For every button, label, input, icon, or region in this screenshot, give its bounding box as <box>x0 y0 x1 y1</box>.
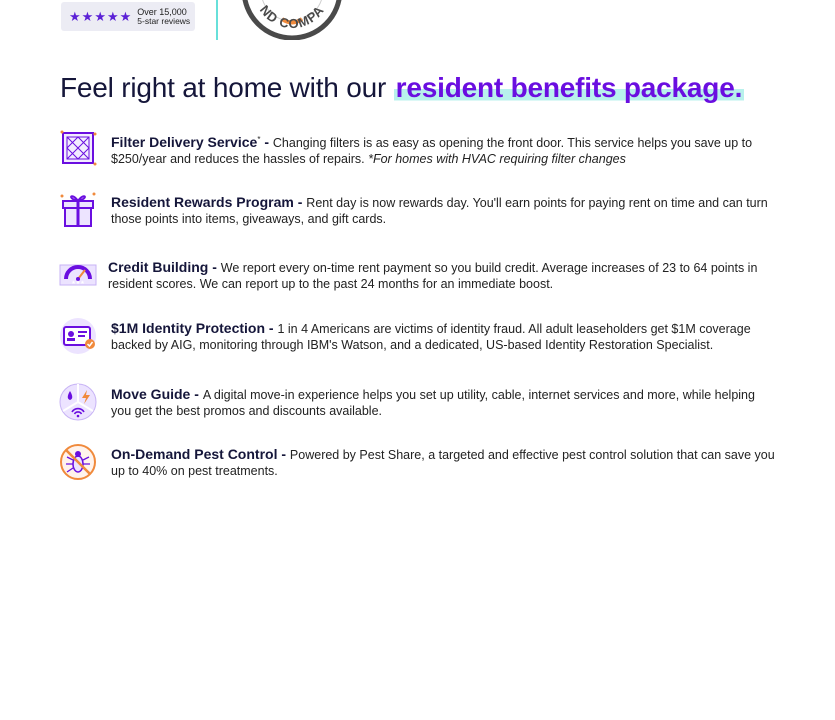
page-title <box>60 70 744 106</box>
benefit-text <box>111 132 777 167</box>
benefit-pest-control <box>58 446 778 486</box>
benefit-title: Resident Rewards Program <box>111 194 294 210</box>
benefit-description: We report every on-time rent payment so you build credit. Average increases of 23 to 64 points in resident scores. We can report up to the past 24 months for an immediate boost. <box>108 261 758 291</box>
benefit-dash: - <box>277 446 290 462</box>
benefit-move-guide <box>58 386 778 426</box>
benefit-footnote: *For homes with HVAC requiring filter changes <box>368 152 626 167</box>
benefit-resident-rewards <box>58 194 778 234</box>
benefit-dash: - <box>265 320 278 336</box>
utilities-icon <box>58 382 98 422</box>
benefit-title: Credit Building <box>108 259 209 275</box>
headline-highlight: resident benefits package. <box>395 72 743 103</box>
benefit-identity-protection <box>58 320 778 360</box>
benefit-description: Rent day is now rewards day. You'll earn points for paying rent on time and can turn those points into items, giveaways, and gift cards. <box>111 196 768 226</box>
reviews-badge <box>61 2 195 31</box>
benefit-text <box>108 259 774 292</box>
benefit-dash: - <box>208 259 221 275</box>
review-count-line2: 5-star reviews <box>137 15 191 26</box>
headline-prefix: Feel right at home with our <box>60 72 394 103</box>
benefit-description: Changing filters is as easy as opening the front door. This service helps you save up to $250/year and reduces the hassles of repairs. <box>111 136 753 167</box>
benefit-filter-delivery <box>58 132 778 172</box>
benefit-dash: - <box>190 386 203 402</box>
benefit-title: Filter Delivery Service <box>111 134 258 151</box>
credit-gauge-icon <box>58 255 98 295</box>
benefit-dash: - <box>260 134 273 151</box>
gift-icon <box>58 190 98 230</box>
benefit-description: A digital move-in experience helps you set up utility, cable, internet services and more, while helping you get the best promos and discounts available. <box>111 388 755 418</box>
company-seal <box>236 0 348 40</box>
benefit-credit-building <box>58 259 778 299</box>
star-icon: ★ <box>81 9 94 24</box>
benefit-title: $1M Identity Protection <box>111 320 266 336</box>
benefit-title: Move Guide <box>111 386 191 402</box>
star-icon: ★ <box>119 9 132 24</box>
benefit-text <box>111 320 777 353</box>
review-count-line1: Over 15,000 <box>137 6 187 17</box>
benefit-description: 1 in 4 Americans are victims of identity fraud. All adult leaseholders get $1M coverage backed by AIG, monitoring through IBM's Watson, and a dedicated, US-based Identity Restoration Specialist. <box>111 322 751 352</box>
star-rating <box>69 10 131 23</box>
benefit-text <box>111 446 777 479</box>
identity-card-icon <box>58 316 98 356</box>
benefit-dash: - <box>293 194 307 210</box>
seal-text: ND COMPA <box>256 2 328 32</box>
star-icon: ★ <box>106 9 119 24</box>
asterisk-mark: * <box>257 135 261 144</box>
star-icon: ★ <box>94 9 106 24</box>
review-count <box>137 8 190 26</box>
benefit-description: Powered by Pest Share, a targeted and effective pest control solution that can save you up to 40% on pest treatments. <box>111 448 775 478</box>
benefit-text <box>111 194 777 227</box>
svg-text:★★★: ★★★ <box>71 280 85 286</box>
filter-icon <box>58 128 98 168</box>
vertical-divider <box>216 0 218 40</box>
star-icon: ★ <box>69 9 81 24</box>
benefit-title: On-Demand Pest Control <box>111 446 278 462</box>
no-pest-icon <box>58 442 98 482</box>
benefit-text <box>111 386 777 419</box>
